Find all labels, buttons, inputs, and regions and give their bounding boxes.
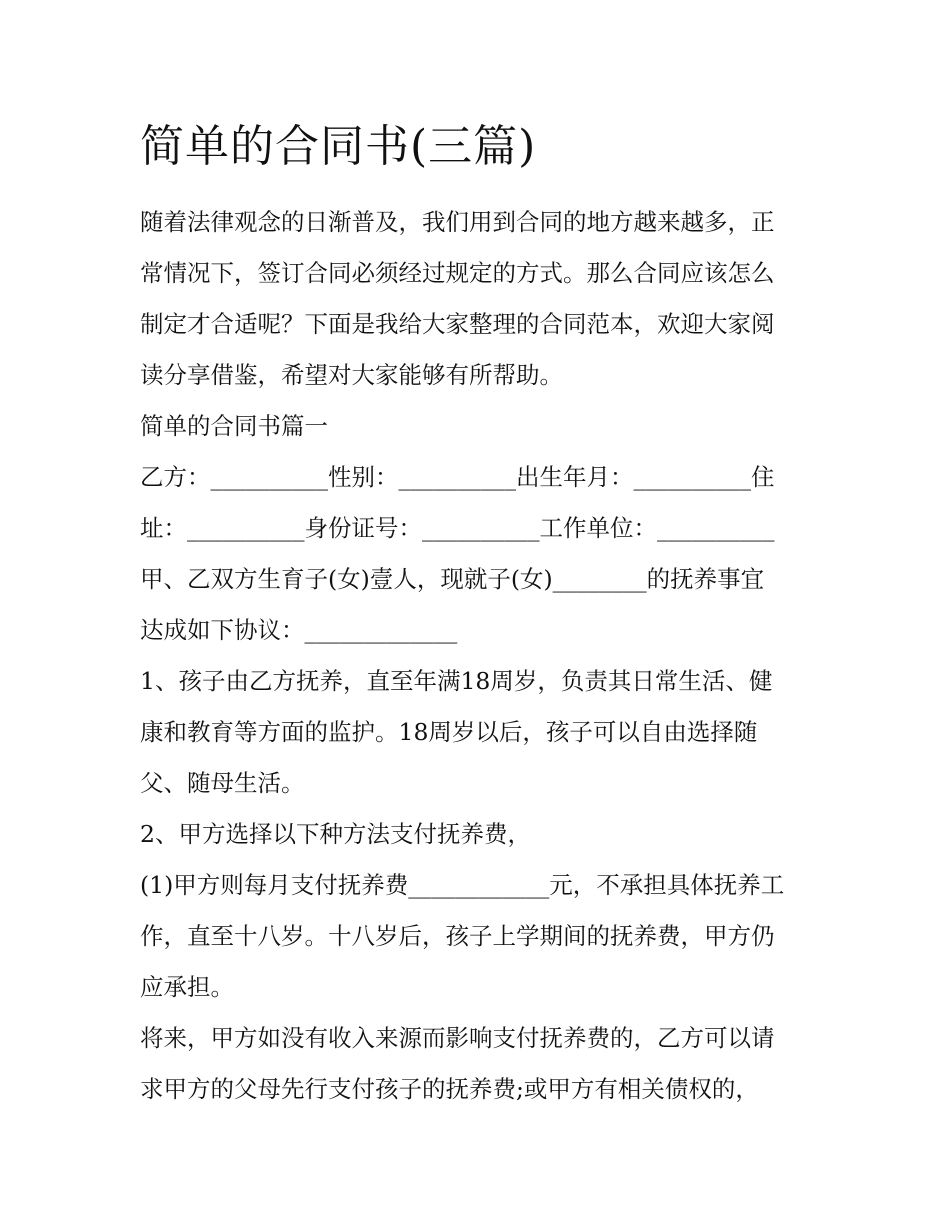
clause-2-line: 2、甲方选择以下种方法支付抚养费， — [140, 820, 531, 848]
intro-line-1: 随着法律观念的日渐普及，我们用到合同的地方越来越多，正 — [140, 208, 775, 236]
clause-1-line-1: 1、孩子由乙方抚养，直至年满18周岁，负责其日常生活、健 — [140, 667, 773, 695]
clause-1-line-2: 康和教育等方面的监护。18周岁以后，孩子可以自由选择随 — [140, 718, 758, 746]
clause-2-1-line-2: 作，直至十八岁。十八岁后，孩子上学期间的抚养费，甲方仍 — [140, 922, 775, 950]
intro-line-4: 读分享借鉴，希望对大家能够有所帮助。 — [140, 361, 563, 389]
agreement-line-1: 甲、乙双方生育子(女)壹人，现就子(女)________的抚养事宜 — [140, 565, 765, 593]
clause-2-1-line-1: (1)甲方则每月支付抚养费____________元，不承担具体抚养工 — [140, 871, 785, 899]
intro-line-3: 制定才合适呢？下面是我给大家整理的合同范本，欢迎大家阅 — [140, 310, 775, 338]
agreement-line-2: 达成如下协议：_____________ — [140, 616, 458, 644]
future-clause-line-1: 将来，甲方如没有收入来源而影响支付抚养费的，乙方可以请 — [140, 1024, 775, 1052]
intro-line-2: 常情况下，签订合同必须经过规定的方式。那么合同应该怎么 — [140, 259, 775, 287]
address-line: 址：__________身份证号：__________工作单位：__________ — [140, 514, 775, 542]
clause-1-line-3: 父、随母生活。 — [140, 769, 305, 797]
clause-2-1-line-3: 应承担。 — [140, 973, 234, 1001]
future-clause-line-2: 求甲方的父母先行支付孩子的抚养费;或甲方有相关债权的， — [140, 1075, 759, 1103]
party-b-line: 乙方：__________性别：__________出生年月：__________住 — [140, 463, 775, 491]
document-title: 简单的合同书(三篇) — [140, 121, 537, 172]
document-body — [140, 197, 820, 1115]
section-heading: 简单的合同书篇一 — [140, 412, 328, 440]
